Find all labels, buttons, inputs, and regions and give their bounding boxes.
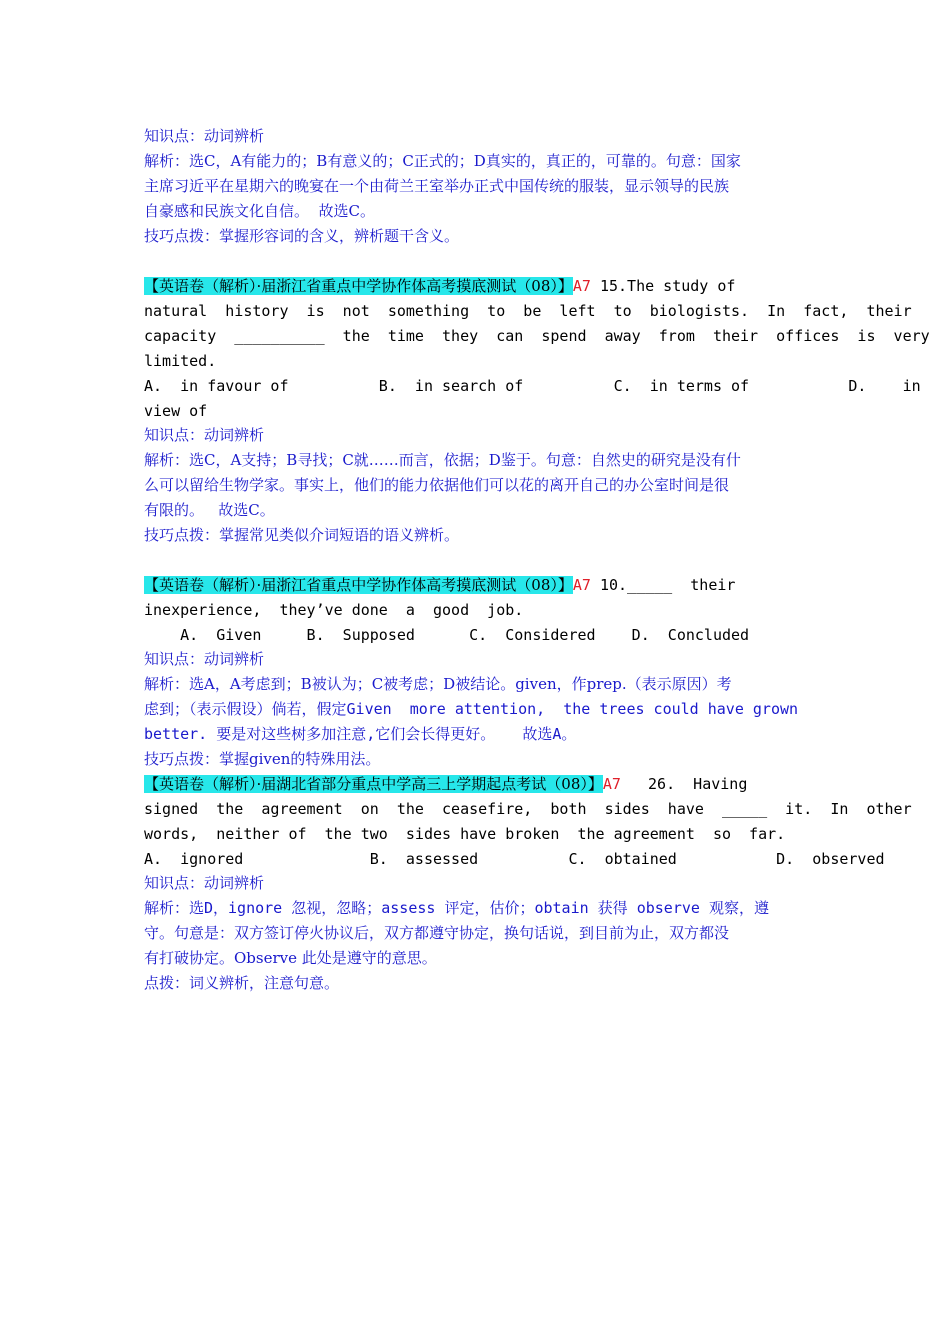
question-stem: 10._____ their — [590, 576, 736, 594]
explanation-line: 解析：选A，A考虑到；B被认为；C被考虑；D被结论。given，作prep.（表示原因）考 — [144, 675, 732, 693]
question-stem: limited. — [144, 352, 217, 370]
explanation-line: 虑到；（表示假设）倘若，假定Given more attention, the trees could have grown — [144, 700, 799, 718]
knowledge-point: 知识点：动词辨析 — [144, 650, 265, 668]
explanation-line: 守。句意是：双方签订停火协议后，双方都遵守协定，换句话说，到目前为止，双方都没 — [144, 924, 730, 942]
question-code: A7 — [572, 277, 591, 295]
question-header — [144, 772, 806, 797]
question-stem: 15.The study of — [590, 277, 736, 295]
tip-line: 技巧点拨：掌握形容词的含义，辨析题干含义。 — [144, 227, 460, 245]
question-stem: words, neither of the two sides have broken the agreement so far. — [144, 825, 786, 843]
question-stem: inexperience, they’ve done a good job. — [144, 601, 524, 619]
tip-line: 技巧点拨：掌握given的特殊用法。 — [144, 750, 381, 768]
explanation-line: 有限的。 故选C。 — [144, 501, 275, 519]
explanation-line: 自豪感和民族文化自信。 故选C。 — [144, 202, 376, 220]
question-header — [144, 573, 806, 598]
tip-line: 技巧点拨：掌握常见类似介词短语的语义辨析。 — [144, 526, 460, 544]
source-highlight: 【英语卷（解析）·届浙江省重点中学协作体高考摸底测试（08）】 — [144, 576, 573, 594]
answer-options: A. ignored B. assessed C. obtained D. observed — [144, 850, 885, 868]
explanation-line: 主席习近平在星期六的晚宴在一个由荷兰王室举办正式中国传统的服装，显示领导的民族 — [144, 177, 730, 195]
knowledge-point: 知识点：动词辨析 — [144, 127, 265, 145]
source-highlight: 【英语卷（解析）·届浙江省重点中学协作体高考摸底测试（08）】 — [144, 277, 573, 295]
answer-options: A. in favour of B. in search of C. in terms of D. in — [144, 377, 921, 395]
question-stem: 26. Having — [620, 775, 748, 793]
question-stem: natural history is not something to be left to biologists. In fact, their — [144, 302, 912, 320]
source-highlight: 【英语卷（解析）·届湖北省部分重点中学高三上学期起点考试（08）】 — [144, 775, 603, 793]
explanation-line: better. 要是对这些树多加注意,它们会长得更好。 故选A。 — [144, 725, 577, 743]
explanation-line: 解析：选C，A支持；B寻找；C就……而言，依据；D鉴于。句意：自然史的研究是没有什 — [144, 451, 741, 469]
explanation-line: 解析：选D，ignore 忽视，忽略；assess 评定，估价；obtain 获得 observe 观察，遵 — [144, 899, 769, 917]
explanation-line: 解析：选C，A有能力的；B有意义的；C正式的；D真实的，真正的，可靠的。句意：国家 — [144, 152, 741, 170]
explanation-line: 么可以留给生物学家。事实上，他们的能力依据他们可以花的离开自己的办公室时间是很 — [144, 476, 730, 494]
tip-line: 点拨：词义辨析，注意句意。 — [144, 974, 340, 992]
question-stem: capacity __________ the time they can spend away from their offices is very — [144, 327, 930, 345]
question-code: A7 — [572, 576, 591, 594]
question-header — [144, 274, 806, 299]
question-code: A7 — [602, 775, 621, 793]
answer-options: A. Given B. Supposed C. Considered D. Concluded — [144, 626, 750, 644]
explanation-line: 有打破协定。Observe 此处是遵守的意思。 — [144, 949, 437, 967]
question-stem: signed the agreement on the ceasefire, both sides have _____ it. In other — [144, 800, 912, 818]
knowledge-point: 知识点：动词辨析 — [144, 426, 265, 444]
answer-options: view of — [144, 402, 208, 420]
knowledge-point: 知识点：动词辨析 — [144, 874, 265, 892]
